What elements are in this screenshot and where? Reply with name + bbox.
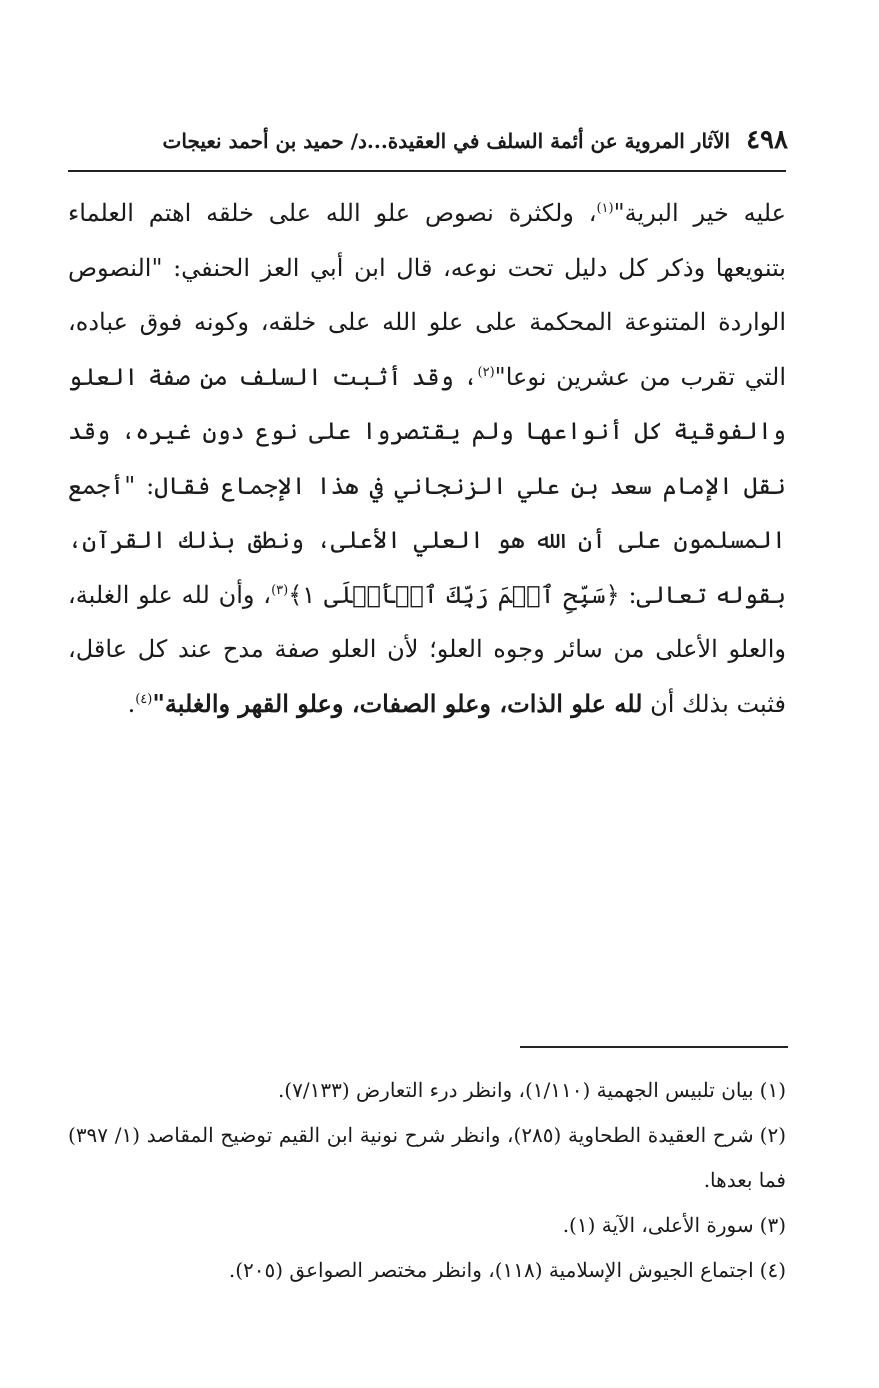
footnote-text: اجتماع الجيوش الإسلامية (١١٨)، وانظر مختصر الصواعق (٢٠٥). (228, 1258, 754, 1282)
text-segment: عليه خير البرية" (613, 199, 786, 227)
quran-verse: ﴿سَبِّحِ ٱسۡمَ رَبِّكَ ٱلۡأَعۡلَى ١﴾ (288, 580, 620, 609)
footnote-text: سورة الأعلى، الآية (١). (562, 1213, 754, 1237)
footnote-ref-2: (٢) (477, 364, 495, 380)
bold-conclusion: لله علو الذات، وعلو الصفات، وعلو القهر والغلبة (164, 688, 643, 718)
footnote-number: (٢) (759, 1123, 786, 1147)
text-segment: ، وقد أثبت السلف من صفة العلو والفوقية كل أنواعها ولم يقتصروا على نوع دون غيره، وقد نقل الإمام سعد بن علي الزنجاني في هذا الإجماع فقال: "أجمع المسلمون على أن الله هو العلي الأعلى، ونطق بذلك القرآن، بقوله تعالى: (68, 362, 787, 609)
footnotes (68, 1068, 786, 1293)
closing-quote: " (152, 688, 165, 718)
footnote-number: (٤) (759, 1258, 786, 1282)
footnote-ref-4: (٤) (135, 691, 153, 707)
footnote-rule (520, 1046, 788, 1048)
text-segment: ، وأن لله علو الغلبة، والعلو الأعلى من سائر وجوه العلو؛ لأن العلو صفة مدح عند كل عاقل، فثبت بذلك أن (68, 580, 786, 718)
footnote-text: شرح العقيدة الطحاوية (٢٨٥)، وانظر شرح نونية ابن القيم توضيح المقاصد (١/ ٣٩٧) فما بعدها. (68, 1123, 786, 1192)
text-segment: ، ولكثرة نصوص علو الله على خلقه اهتم العلماء بتنويعها وذكر كل دليل تحت نوعه، قال ابن أبي العز الحنفي: "النصوص الواردة المتنوعة المحكمة على علو الله على خلقه، وكونه فوق عباده، التي تقرب من عشرين نوعا" (68, 199, 786, 391)
footnote-number: (١) (759, 1078, 786, 1102)
header-rule (68, 170, 786, 172)
footnote-text: بيان تلبيس الجهمية (١/١١٠)، وانظر درء التعارض (٧/١٣٣). (277, 1078, 754, 1102)
footnote (68, 1248, 786, 1293)
footnote-ref-1: (١) (596, 201, 614, 216)
running-title: الآثار المروية عن أئمة السلف في العقيدة...د/ حميد بن أحمد نعيجات (162, 129, 731, 153)
page-number: ٤٩٨ (746, 125, 788, 155)
footnote (68, 1113, 786, 1203)
main-paragraph (68, 186, 786, 731)
footnote (68, 1068, 786, 1113)
text-segment: . (127, 689, 136, 718)
footnote-ref-3: (٣) (271, 582, 289, 598)
footnote-number: (٣) (759, 1213, 786, 1237)
running-header (68, 120, 788, 161)
footnote (68, 1203, 786, 1248)
main-text (68, 186, 786, 731)
